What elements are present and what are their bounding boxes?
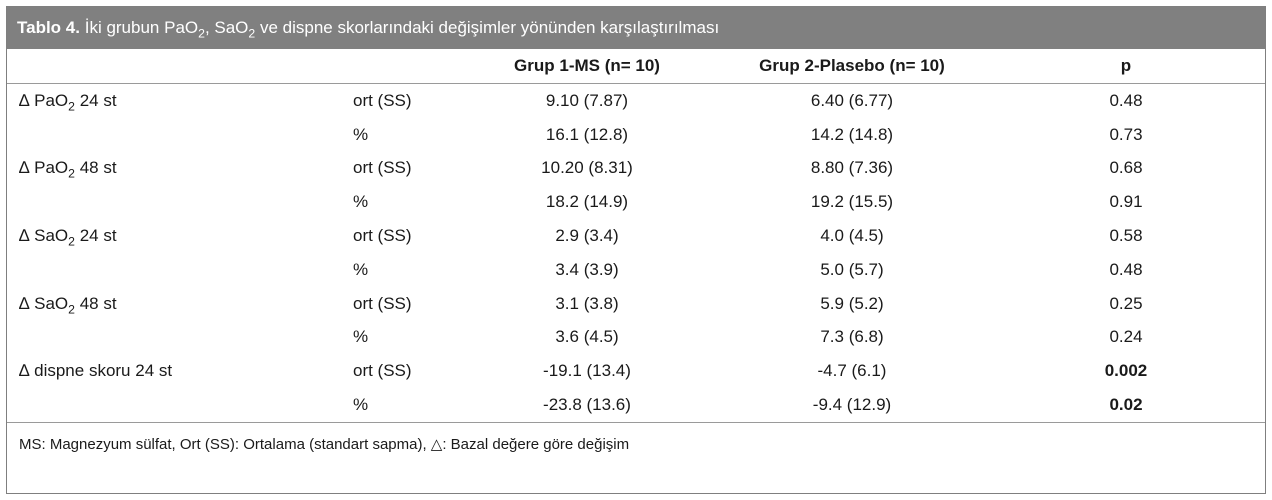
header-cell-group2: Grup 2-Plasebo (n= 10) — [717, 49, 987, 84]
row-stat-type: ort (SS) — [353, 293, 412, 313]
row-label-suffix: 48 st — [79, 293, 117, 313]
caption-sub-2: 2 — [248, 26, 256, 41]
table-row — [7, 287, 1265, 321]
row-p-value: 0.002 — [1104, 361, 1148, 381]
header-cell-stat — [307, 49, 457, 84]
row-label — [7, 219, 307, 253]
row-group2-value: -9.4 (12.9) — [717, 388, 987, 422]
row-group1-value: -19.1 (13.4) — [543, 361, 631, 381]
row-group1-value: 3.6 (4.5) — [555, 327, 619, 347]
row-group2-value: 5.9 (5.2) — [820, 293, 884, 313]
row-group1-value: 9.10 (7.87) — [545, 90, 629, 110]
row-stat-type: ort (SS) — [353, 361, 412, 381]
row-p-value: 0.58 — [1109, 226, 1143, 246]
row-group2-value: 6.40 (6.77) — [810, 90, 894, 110]
row-label-subscript: 2 — [68, 166, 75, 181]
row-label-text: ∆ SaO — [19, 226, 69, 246]
row-label — [7, 253, 307, 287]
row-label-subscript: 2 — [68, 99, 75, 114]
caption-text-2: , SaO — [204, 18, 249, 37]
row-stat-type: ort (SS) — [353, 226, 412, 246]
row-p-value: 0.02 — [987, 388, 1265, 422]
row-stat-type: % — [353, 327, 369, 347]
caption-text-3: ve dispne skorlarındaki değişimler yönünden karşılaştırılması — [259, 18, 720, 37]
table-frame — [6, 6, 1266, 494]
row-group1-value: 3.4 (3.9) — [555, 259, 619, 279]
table-row — [7, 354, 1265, 388]
row-stat-type: ort (SS) — [353, 90, 412, 110]
row-label — [7, 152, 307, 186]
row-group1-value: 16.1 (12.8) — [545, 124, 629, 144]
table-row — [7, 253, 1265, 287]
row-label-text: ∆ SaO — [19, 293, 69, 313]
table-caption — [7, 7, 1265, 49]
row-label — [7, 185, 307, 219]
row-p-value: 0.91 — [1109, 192, 1143, 212]
row-p-value: 0.73 — [1109, 124, 1143, 144]
header-cell-p: p — [987, 49, 1265, 84]
table-body — [7, 84, 1265, 423]
caption-sub-1: 2 — [198, 26, 205, 41]
table-footnote: MS: Magnezyum sülfat, Ort (SS): Ortalama (standart sapma), △: Bazal değere göre değişim — [19, 435, 630, 453]
row-label-subscript: 2 — [68, 301, 75, 316]
row-label — [7, 388, 307, 422]
row-group1-value: 2.9 (3.4) — [555, 226, 619, 246]
table-row — [7, 219, 1265, 253]
row-label-suffix: 48 st — [79, 158, 117, 178]
row-label — [7, 321, 307, 355]
header-cell-group1: Grup 1-MS (n= 10) — [457, 49, 717, 84]
row-group2-value: 5.0 (5.7) — [820, 259, 884, 279]
table-row — [7, 84, 1265, 118]
row-label-suffix: 24 st — [79, 90, 117, 110]
row-group1-value: 10.20 (8.31) — [541, 158, 633, 178]
row-label-subscript: 2 — [68, 234, 75, 249]
row-group1-value: 3.1 (3.8) — [555, 293, 619, 313]
row-group2-value: 14.2 (14.8) — [810, 124, 894, 144]
table-row — [7, 152, 1265, 186]
caption-prefix: Tablo 4. — [17, 18, 80, 37]
row-group2-value: 19.2 (15.5) — [810, 192, 894, 212]
row-stat-type: % — [353, 124, 369, 144]
row-group1-value: 18.2 (14.9) — [545, 192, 629, 212]
row-p-value: 0.68 — [1109, 158, 1143, 178]
row-stat-type: ort (SS) — [353, 158, 412, 178]
row-stat-type: % — [353, 259, 369, 279]
caption-text-1: İki grubun PaO — [84, 18, 199, 37]
row-p-value: 0.25 — [1109, 293, 1143, 313]
row-label — [7, 287, 307, 321]
row-label-text: ∆ PaO — [19, 158, 69, 178]
row-group2-value: -4.7 (6.1) — [817, 361, 887, 381]
row-stat-type: % — [307, 388, 457, 422]
row-p-value: 0.24 — [1109, 327, 1143, 347]
table-row — [7, 388, 1265, 422]
header-row — [7, 49, 1265, 84]
row-group2-value: 4.0 (4.5) — [820, 226, 884, 246]
row-stat-type: % — [353, 192, 369, 212]
row-label-text: ∆ PaO — [19, 90, 69, 110]
row-group1-value: -23.8 (13.6) — [457, 388, 717, 422]
row-label — [7, 84, 307, 118]
row-group2-value: 7.3 (6.8) — [820, 327, 884, 347]
row-label — [7, 118, 307, 152]
row-p-value: 0.48 — [1109, 259, 1143, 279]
row-group2-value: 8.80 (7.36) — [810, 158, 894, 178]
row-label-suffix: 24 st — [79, 226, 117, 246]
row-label-text: ∆ dispne skoru 24 st — [19, 361, 173, 381]
table-row — [7, 118, 1265, 152]
table-row — [7, 321, 1265, 355]
row-label — [7, 354, 307, 388]
row-p-value: 0.48 — [1109, 90, 1143, 110]
header-cell-label — [7, 49, 307, 84]
table-row — [7, 185, 1265, 219]
comparison-table — [7, 49, 1265, 423]
